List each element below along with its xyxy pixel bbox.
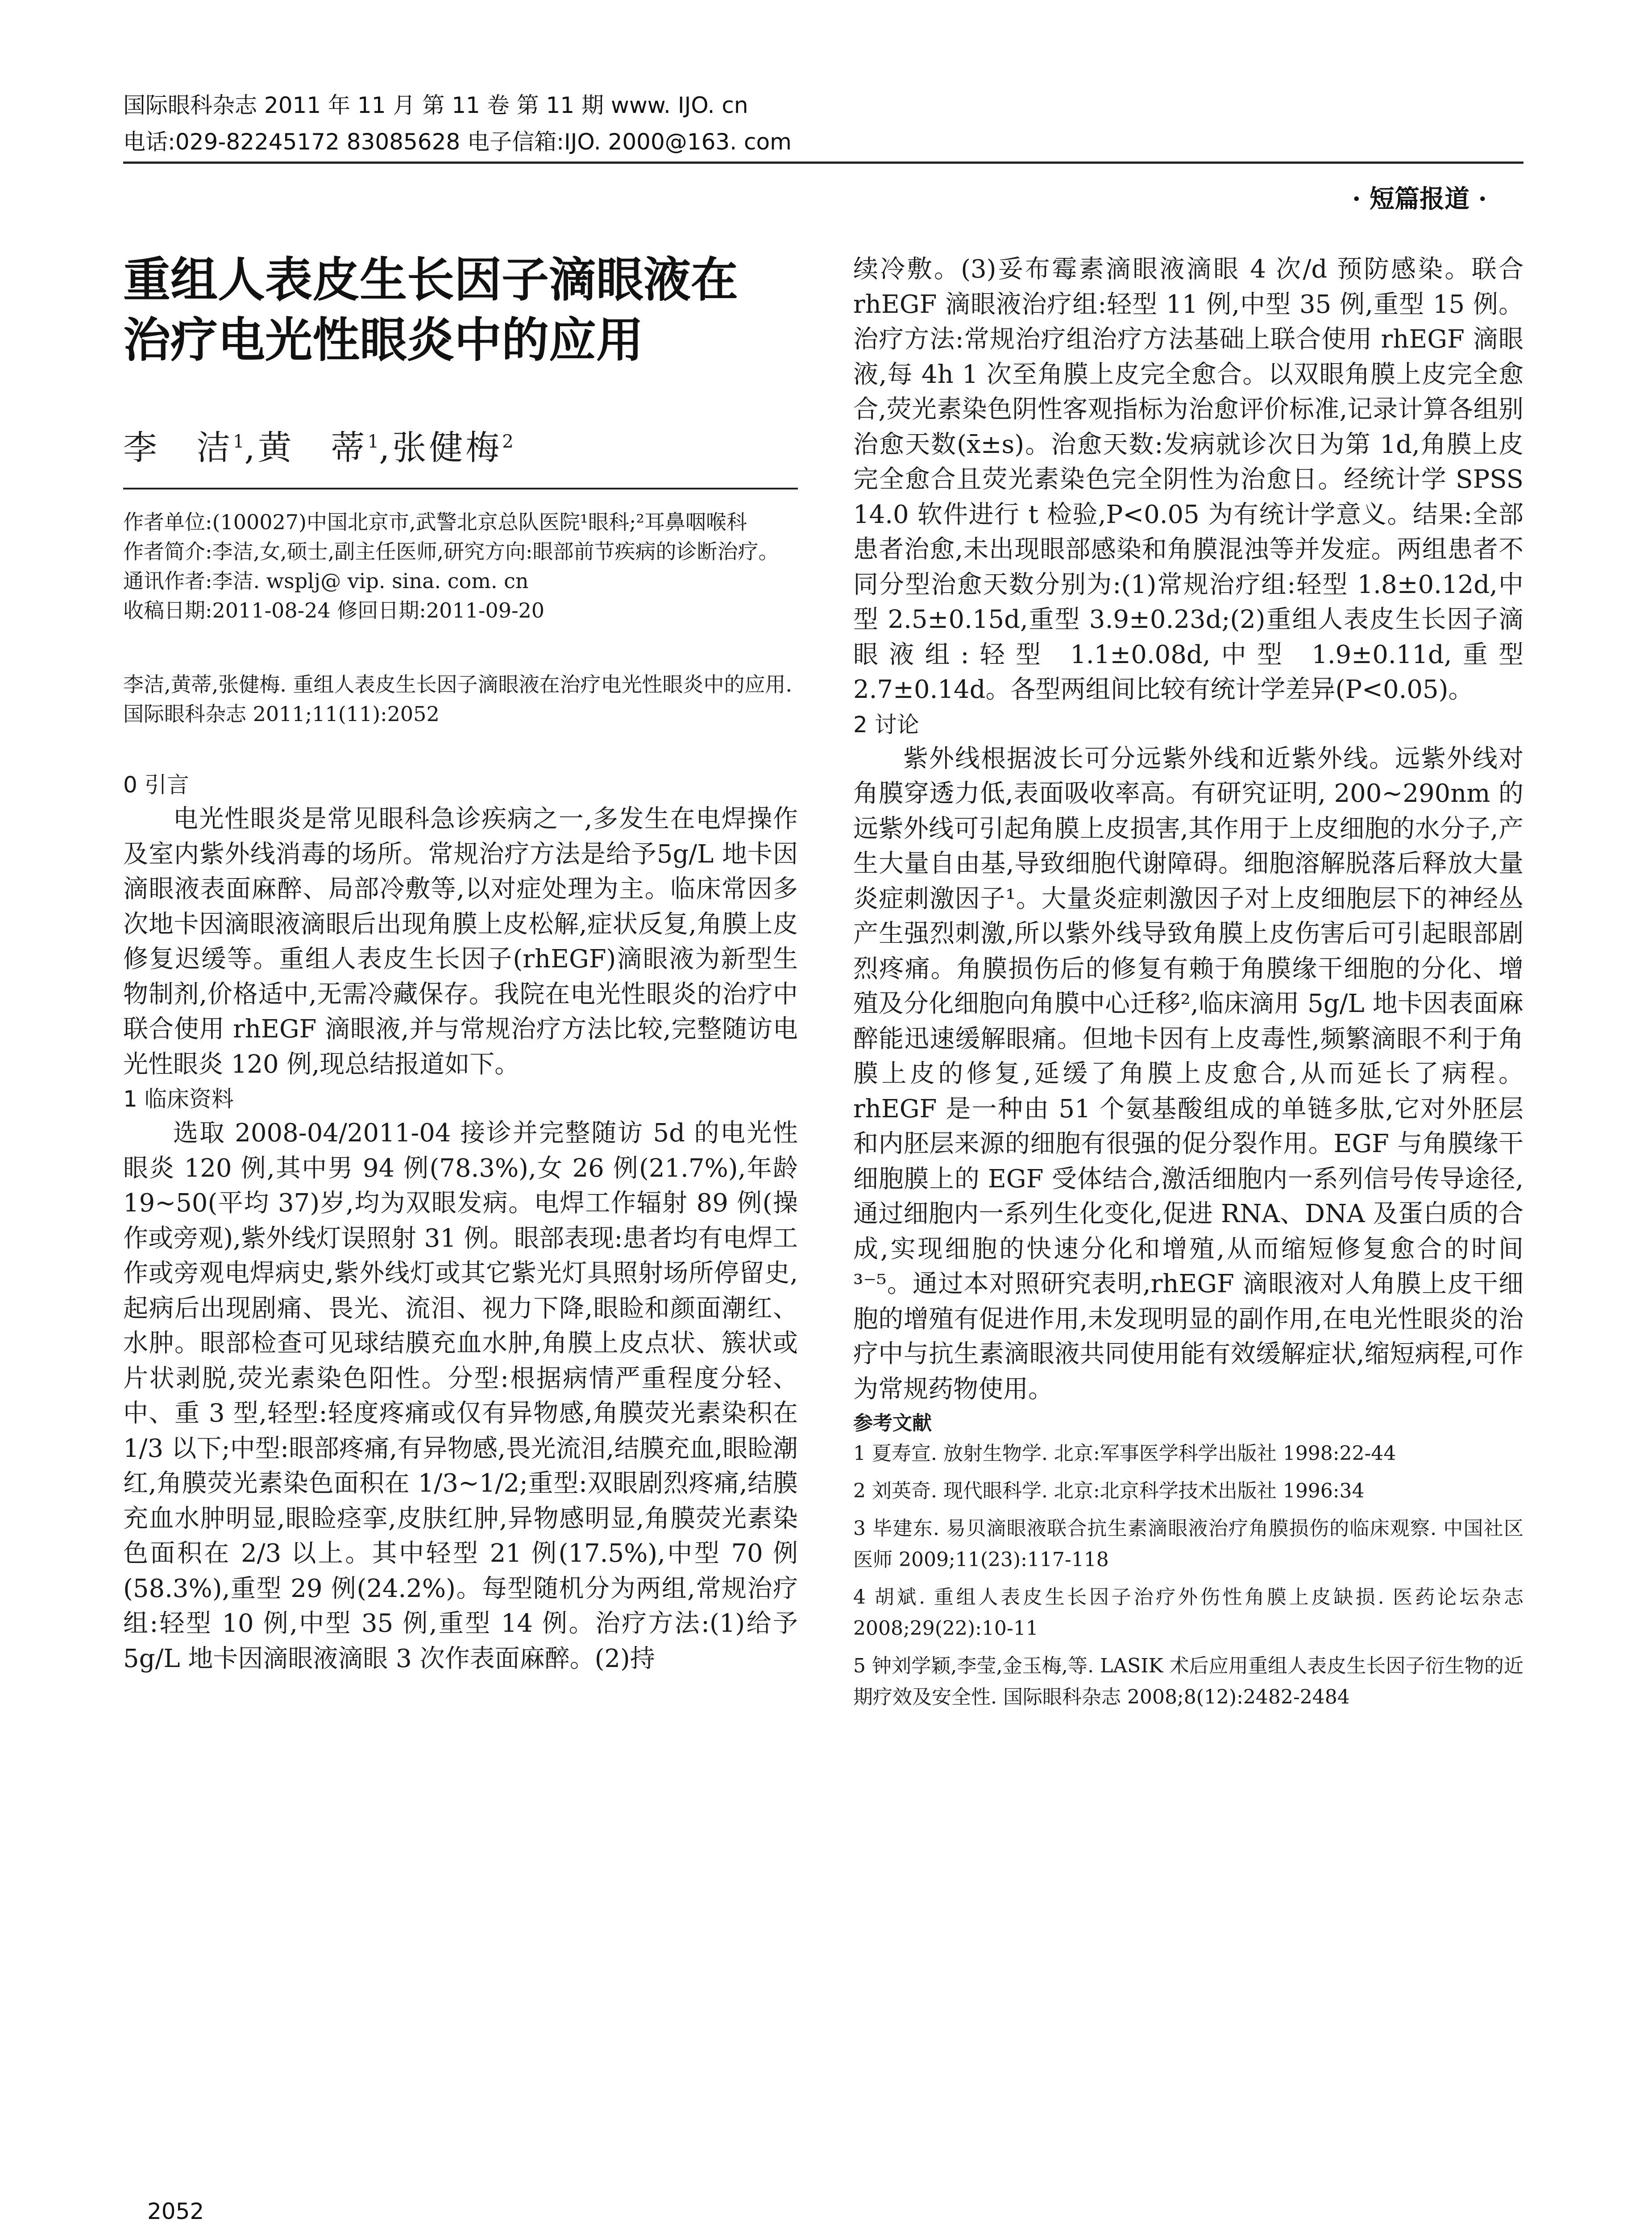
author-affiliation-mark: 1 bbox=[233, 431, 245, 452]
clinical-paragraph: 选取 2008-04/2011-04 接诊并完整随访 5d 的电光性眼炎 120 例,其中男 94 例(78.3%),女 26 例(21.7%),年龄 19~50(平均 37)岁,均为双眼发病。电焊工作辐射 89 例(操作或旁观),紫外线灯误照射 31 例。眼部表现:患者均有电焊工作或旁观电焊病史,紫外线灯或其它紫光灯具照射场所停留史,起病后出现剧痛、畏光、流泪、视力下降,眼睑和颜面潮红、水肿。眼部检查可见球结膜充血水肿,角膜上皮点状、簇状或片状剥脱,荧光素染色阳性。分型:根据病情严重程度分轻、中、重 3 型,轻型:轻度疼痛或仅有异物感,角膜荧光素染积在 1/3 以下;中型:眼部疼痛,有异物感,畏光流泪,结膜充血,眼睑潮红,角膜荧光素染色面积在 1/3~1/2;重型:双眼剧烈疼痛,结膜充血水肿明显,眼睑痉挛,皮肤红肿,异物感明显,角膜荧光素染色面积在 2/3 以上。其中轻型 21 例(17.5%),中型 70 例(58.3%),重型 29 例(24.2%)。每型随机分为两组,常规治疗组:轻型 10 例,中型 35 例,重型 14 例。治疗方法:(1)给予 5g/L 地卡因滴眼液滴眼 3 次作表面麻醉。(2)持 bbox=[123, 1119, 798, 1673]
author-affiliation-mark: 1 bbox=[367, 431, 379, 452]
discussion-paragraph: 紫外线根据波长可分远紫外线和近紫外线。远紫外线对角膜穿透力低,表面吸收率高。有研究证明, 200~290nm 的远紫外线可引起角膜上皮损害,其作用于上皮细胞的水分子,产生大量自由基,导致细胞代谢障碍。细胞溶解脱落后释放大量炎症刺激因子¹。大量炎症刺激因子对上皮细胞层下的神经丛产生强烈刺激,所以紫外线导致角膜上皮伤害后可引起眼部剧烈疼痛。角膜损伤后的修复有赖于角膜缘干细胞的分化、增殖及分化细胞向角膜中心迁移²,临床滴用 5g/L 地卡因表面麻醉能迅速缓解眼痛。但地卡因有上皮毒性,频繁滴眼不利于角膜上皮的修复,延缓了角膜上皮愈合,从而延长了病程。rhEGF 是一种由 51 个氨基酸组成的单链多肽,它对外胚层和内胚层来源的细胞有很强的促分裂作用。EGF 与角膜缘干细胞膜上的 EGF 受体结合,激活细胞内一系列信号传导途径,通过细胞内一系列生化变化,促进 RNA、DNA 及蛋白质的合成,实现细胞的快速分化和增殖,从而缩短修复愈合的时间³⁻⁵。通过本对照研究表明,rhEGF 滴眼液对人角膜上皮干细胞的增殖有促进作用,未发现明显的副作用,在电光性眼炎的治疗中与抗生素滴眼液共同使用能有效缓解症状,缩短病程,可作为常规药物使用。 bbox=[853, 744, 1523, 1404]
author-rule bbox=[123, 488, 798, 489]
reference-item: 2 刘英奇. 现代眼科学. 北京:北京科学技术出版社 1996:34 bbox=[853, 1480, 1365, 1502]
journal-header-line1: 国际眼科杂志 2011 年 11 月 第 11 卷 第 11 期 www. IJO. cn bbox=[123, 92, 748, 118]
references-heading: 参考文献 bbox=[853, 1412, 932, 1435]
affiliation: 作者单位:(100027)中国北京市,武警北京总队医院¹眼科;²耳鼻咽喉科 bbox=[123, 510, 747, 535]
left-column bbox=[123, 250, 819, 1676]
title-line-1: 重组人表皮生长因子滴眼液在 bbox=[123, 253, 738, 307]
intro-heading: 0 引言 bbox=[123, 772, 189, 798]
article-title bbox=[123, 250, 819, 370]
author-list bbox=[123, 419, 819, 470]
header-rule bbox=[123, 162, 1523, 164]
page-number: 2052 bbox=[147, 2198, 204, 2224]
left-body bbox=[123, 769, 798, 1676]
journal-header-line2: 电话:029-82245172 83085628 电子信箱:IJO. 2000@163. com bbox=[123, 129, 792, 155]
right-column bbox=[853, 252, 1523, 1719]
author-info-block bbox=[123, 507, 798, 625]
reference-item: 1 夏寿宣. 放射生物学. 北京:军事医学科学出版社 1998:22-44 bbox=[853, 1442, 1396, 1465]
received-revised-dates: 收稿日期:2011-08-24 修回日期:2011-09-20 bbox=[123, 598, 545, 623]
discussion-heading: 2 讨论 bbox=[853, 711, 919, 738]
correspondence: 通讯作者:李洁. wsplj@ vip. sina. com. cn bbox=[123, 569, 529, 593]
author-name: 李 洁 bbox=[123, 427, 233, 468]
author-affiliation-mark: 2 bbox=[502, 431, 514, 452]
clinical-paragraph-continued: 续冷敷。(3)妥布霉素滴眼液滴眼 4 次/d 预防感染。联合 rhEGF 滴眼液治疗组:轻型 11 例,中型 35 例,重型 15 例。治疗方法:常规治疗组治疗方法基础上联合使用 rhEGF 滴眼液,每 4h 1 次至角膜上皮完全愈合。以双眼角膜上皮完全愈合,荧光素染色阴性客观指标为治愈评价标准,记录计算各组别治愈天数(x̄±s)。治愈天数:发病就诊次日为第 1d,角膜上皮完全愈合且荧光素染色完全阴性为治愈日。经统计学 SPSS 14.0 软件进行 t 检验,P<0.05 为有统计学意义。结果:全部患者治愈,未出现眼部感染和角膜混浊等并发症。两组患者不同分型治愈天数分别为:(1)常规治疗组:轻型 1.8±0.12d,中型 2.5±0.15d,重型 3.9±0.23d;(2)重组人表皮生长因子滴眼液组:轻型 1.1±0.08d,中型 1.9±0.11d,重型 2.7±0.14d。各型两组间比较有统计学差异(P<0.05)。 bbox=[853, 255, 1523, 704]
author-name: 黄 蒂 bbox=[257, 427, 368, 468]
intro-paragraph: 电光性眼炎是常见眼科急诊疾病之一,多发生在电焊操作及室内紫外线消毒的场所。常规治疗方法是给予5g/L 地卡因滴眼液表面麻醉、局部冷敷等,以对症处理为主。临床常因多次地卡因滴眼液滴眼后出现角膜上皮松解,症状反复,角膜上皮修复迟缓等。重组人表皮生长因子(rhEGF)滴眼液为新型生物制剂,价格适中,无需冷藏保存。我院在电光性眼炎的治疗中联合使用 rhEGF 滴眼液,并与常规治疗方法比较,完整随访电光性眼炎 120 例,现总结报道如下。 bbox=[123, 804, 798, 1079]
title-line-2: 治疗电光性眼炎中的应用 bbox=[123, 313, 643, 368]
reference-item: 5 钟刘学颖,李莹,金玉梅,等. LASIK 术后应用重组人表皮生长因子衍生物的近期疗效及安全性. 国际眼科杂志 2008;8(12):2482-2484 bbox=[853, 1655, 1523, 1708]
author-bio: 作者简介:李洁,女,硕士,副主任医师,研究方向:眼部前节疾病的诊断治疗。 bbox=[123, 539, 779, 564]
clinical-heading: 1 临床资料 bbox=[123, 1086, 234, 1112]
citation: 李洁,黄蒂,张健梅. 重组人表皮生长因子滴眼液在治疗电光性眼炎中的应用. 国际眼科杂志 2011;11(11):2052 bbox=[123, 672, 793, 726]
column-tag: · 短篇报道 · bbox=[1352, 184, 1487, 214]
reference-item: 3 毕建东. 易贝滴眼液联合抗生素滴眼液治疗角膜损伤的临床观察. 中国社区医师 2009;11(23):117-118 bbox=[853, 1517, 1523, 1571]
reference-list bbox=[853, 1438, 1523, 1713]
reference-item: 4 胡斌. 重组人表皮生长因子治疗外伤性角膜上皮缺损. 医药论坛杂志 2008;29(22):10-11 bbox=[853, 1586, 1523, 1640]
author-name: 张健梅 bbox=[392, 427, 502, 468]
author-separator: , bbox=[244, 427, 258, 468]
author-separator: , bbox=[379, 427, 393, 468]
